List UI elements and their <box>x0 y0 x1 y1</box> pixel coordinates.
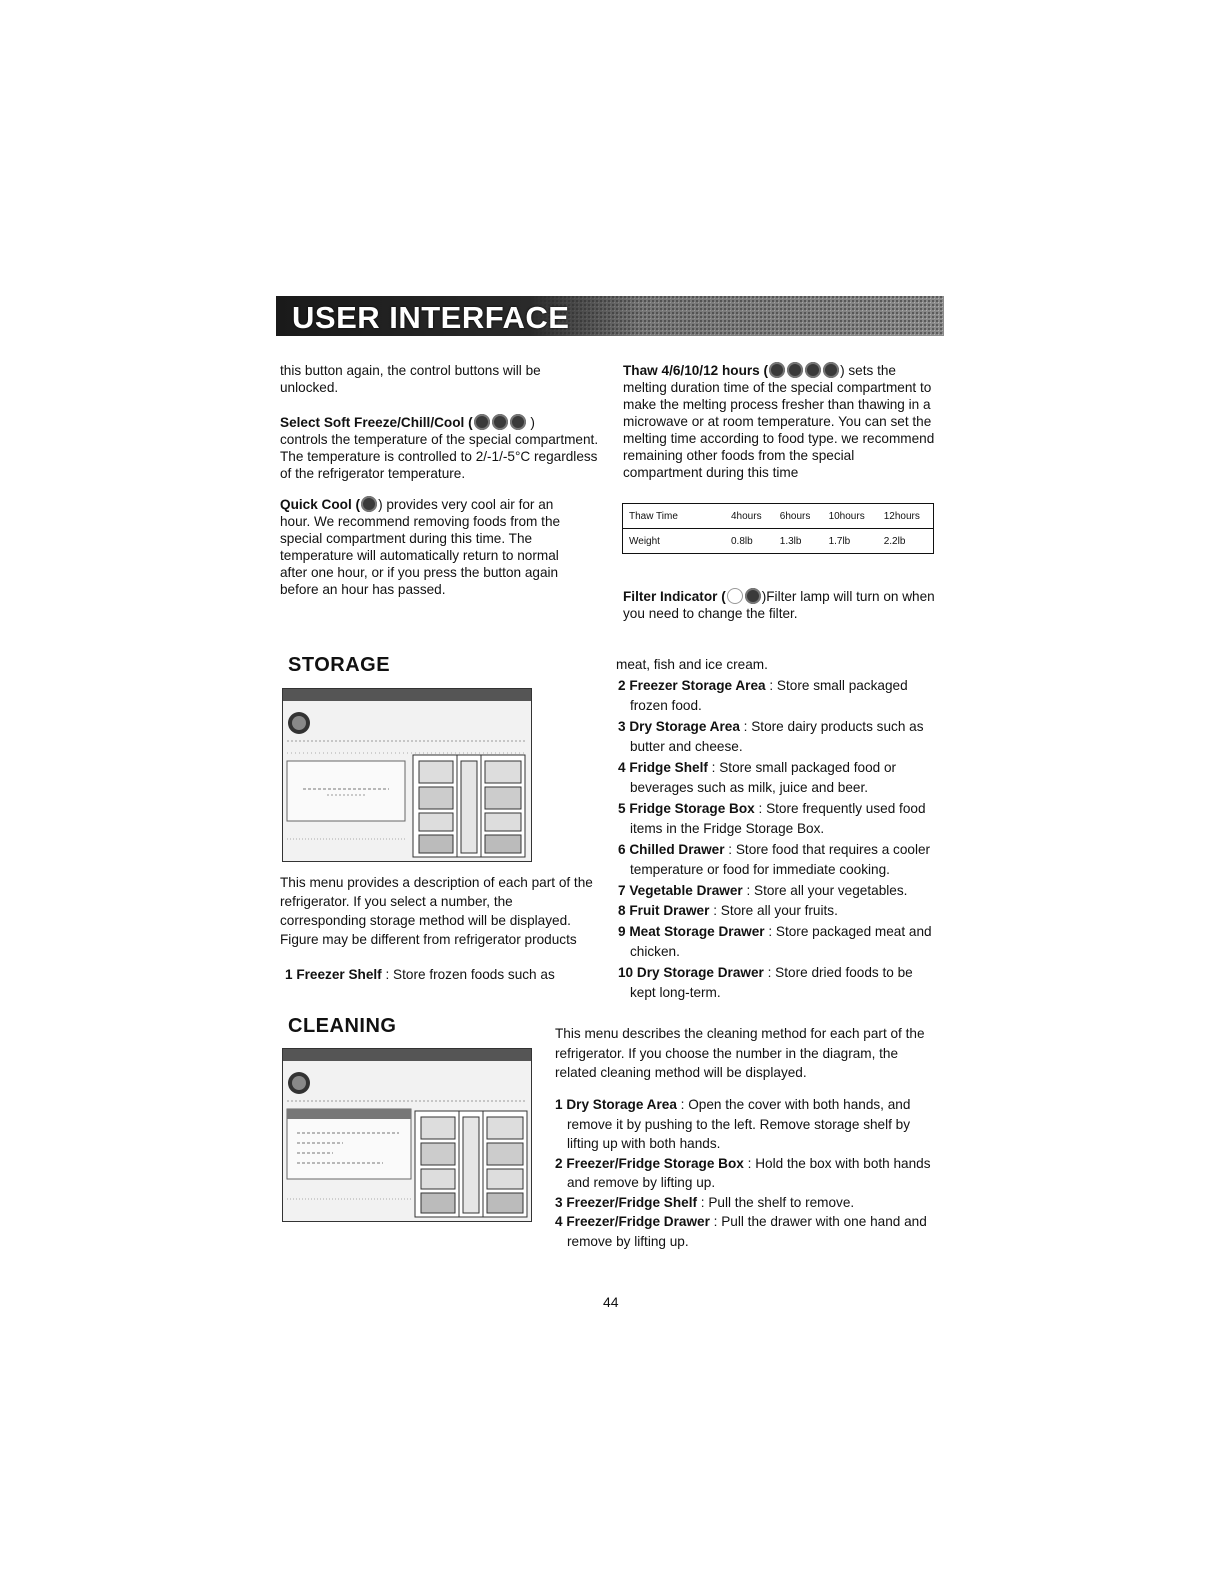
list-item <box>555 1095 939 1154</box>
list-item <box>618 963 940 1004</box>
list-item-label: Chilled Drawer <box>629 841 725 857</box>
thaw-4h-icon <box>769 362 785 378</box>
cleaning-screen-image <box>282 1048 532 1222</box>
list-item-label: Vegetable Drawer <box>629 882 743 898</box>
list-item <box>618 758 940 799</box>
page-title: USER INTERFACE <box>292 300 570 335</box>
storage-item-1 <box>285 966 555 983</box>
list-item-label: Freezer/Fridge Drawer <box>566 1214 710 1229</box>
list-item-text: : Store small packaged frozen food. <box>630 677 908 713</box>
list-item-num: 3 <box>618 718 626 734</box>
list-item-label: Meat Storage Drawer <box>629 923 765 939</box>
list-item-num: 3 <box>555 1194 563 1210</box>
cleaning-description: This menu describes the cleaning method for each part of the refrigerator. If you choose the number in the diagram, the related cleaning method will be displayed. <box>555 1026 925 1080</box>
soft-freeze-icon <box>474 414 490 430</box>
list-item-num: 6 <box>618 841 626 857</box>
filter-indicator-icon <box>727 588 743 604</box>
table-cell: 6hours <box>774 504 823 529</box>
soft-freeze-title: Select Soft Freeze/Chill/Cool ( <box>280 415 473 430</box>
filter-block <box>623 588 935 622</box>
list-item-num: 10 <box>618 964 634 980</box>
table-row <box>623 529 934 554</box>
list-item-label: Dry Storage Area <box>566 1097 677 1112</box>
table-cell: Thaw Time <box>623 504 726 529</box>
list-item-num: 5 <box>618 800 626 816</box>
list-item <box>555 1154 939 1193</box>
list-item-num: 2 <box>555 1155 563 1171</box>
list-item-text: : Pull the drawer with one hand and remove by lifting up. <box>567 1214 927 1249</box>
list-item-num: 9 <box>618 923 626 939</box>
list-item-label: Dry Storage Drawer <box>636 964 764 980</box>
page-number: 44 <box>603 1294 619 1310</box>
list-item-text: : Store all your fruits. <box>709 903 838 918</box>
list-item-text: : Open the cover with both hands, and remove it by pushing to the left. Remove storage shelf by lifting up with both hands. <box>567 1097 911 1151</box>
table-cell: 1.7lb <box>823 529 878 554</box>
quick-cool-body: ) provides very cool air for an hour. We recommend removing foods from the special compartment during this time. The temperature will automatically return to normal after one hour, or if you press the button again before an hour has passed. <box>280 497 561 597</box>
list-item-text: : Store packaged meat and chicken. <box>630 923 932 959</box>
list-item <box>618 922 940 963</box>
list-item-num: 4 <box>555 1214 563 1229</box>
list-item-num: 7 <box>618 882 626 898</box>
list-item-label: Freezer Storage Area <box>629 677 766 693</box>
thaw-title: Thaw 4/6/10/12 hours ( <box>623 363 769 378</box>
list-item-text: : Pull the shelf to remove. <box>697 1194 855 1210</box>
cleaning-heading: CLEANING <box>288 1015 397 1037</box>
list-item-num: 8 <box>618 903 626 918</box>
intro-text: this button again, the control buttons will be unlocked. <box>280 363 541 395</box>
thaw-block <box>623 362 935 481</box>
cleaning-item-list <box>555 1095 939 1251</box>
storage-description: This menu provides a description of each part of the refrigerator. If you select a number, the corresponding storage method will be displayed. Figure may be different from refrigerator products <box>280 875 593 947</box>
list-item-label: Fridge Storage Box <box>629 800 755 816</box>
filter-reset-icon <box>745 588 761 604</box>
cool-icon <box>510 414 526 430</box>
thaw-body: the melting duration time of the special compartment to make the melting process fresher than thawing in a microwave or at room temperature. You can set the melting time according to food type. we recommend remaining other foods from the special compartment during this time <box>623 363 935 480</box>
table-cell: 10hours <box>823 504 878 529</box>
storage-item-text: : Store frozen foods such as <box>381 967 555 982</box>
list-item-label: Dry Storage Area <box>629 718 740 734</box>
list-item <box>555 1193 939 1213</box>
list-item <box>555 1212 939 1251</box>
quick-cool-title: Quick Cool ( <box>280 497 361 512</box>
table-row <box>623 504 934 529</box>
list-item <box>618 840 940 881</box>
table-cell: 4hours <box>725 504 774 529</box>
list-item <box>618 799 940 840</box>
storage-screen-image <box>282 688 532 862</box>
thaw-12h-icon <box>823 362 839 378</box>
list-item-text: : Store dairy products such as butter and cheese. <box>630 718 924 754</box>
table-cell: 1.3lb <box>774 529 823 554</box>
list-item-label: Freezer/Fridge Storage Box <box>566 1155 744 1171</box>
storage-heading: STORAGE <box>288 654 391 676</box>
list-item-label: Fruit Drawer <box>629 903 710 918</box>
list-item-label: Fridge Shelf <box>629 759 708 775</box>
list-item-text: : Store small packaged food or beverages such as milk, juice and beer. <box>630 759 897 795</box>
thaw-10h-icon <box>805 362 821 378</box>
list-item <box>618 717 940 758</box>
list-item-text: : Store food that requires a cooler temperature or food for immediate cooking. <box>630 841 931 877</box>
list-item-num: 2 <box>618 677 626 693</box>
list-item-text: : Hold the box with both hands and remove by lifting up. <box>567 1155 931 1190</box>
list-item <box>618 676 940 717</box>
filter-body: )Filter lamp will turn on when you need to change the filter. <box>623 589 935 621</box>
list-item <box>618 901 940 922</box>
quick-cool-block <box>280 496 585 598</box>
list-item-text: : Store dried foods to be kept long-term. <box>630 964 913 1000</box>
table-cell: Weight <box>623 529 726 554</box>
list-item-num: 1 <box>555 1097 563 1112</box>
storage-item-label: 1 Freezer Shelf <box>285 967 382 982</box>
list-item <box>618 881 940 902</box>
list-item-num: 4 <box>618 759 626 775</box>
list-item-label: Freezer/Fridge Shelf <box>566 1194 698 1210</box>
table-cell: 0.8lb <box>725 529 774 554</box>
storage-item-list <box>618 655 940 1004</box>
list-item-text: : Store frequently used food items in the Fridge Storage Box. <box>630 800 926 836</box>
thaw-6h-icon <box>787 362 803 378</box>
chill-icon <box>492 414 508 430</box>
soft-freeze-close: ) <box>526 415 535 430</box>
thaw-lead: ) sets <box>840 363 874 378</box>
list-item-text: : Store all your vegetables. <box>742 882 908 898</box>
filter-title: Filter Indicator ( <box>623 589 726 604</box>
soft-freeze-block <box>280 414 600 482</box>
table-cell: 2.2lb <box>878 529 934 554</box>
quick-cool-icon <box>361 496 377 512</box>
storage-item-1-cont: meat, fish and ice cream. <box>616 657 768 672</box>
thaw-table <box>622 503 934 554</box>
table-cell: 12hours <box>878 504 934 529</box>
soft-freeze-body: controls the temperature of the special compartment. The temperature is controlled to 2/-1/-5°C regardless of the refrigerator temperature. <box>280 432 599 481</box>
